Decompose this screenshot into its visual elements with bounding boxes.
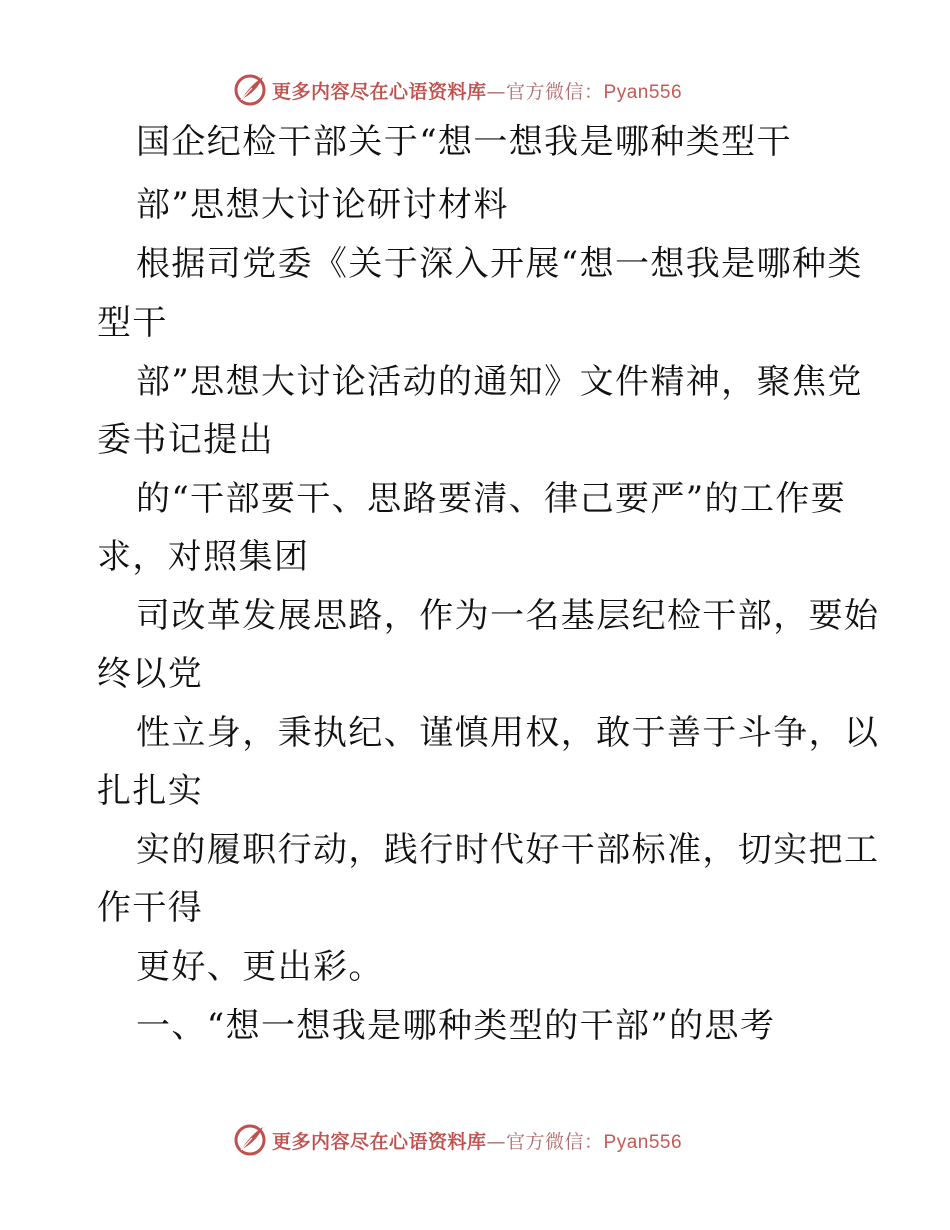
paragraph-line: 求，对照集团 <box>97 537 310 577</box>
paragraph-line: 的“干部要干、思路要清、律己要严”的工作要 <box>136 479 847 519</box>
header-watermark <box>232 72 682 108</box>
feather-pen-logo-icon <box>232 1122 268 1158</box>
document-title-line-2: 部”思想大讨论研讨材料 <box>136 185 509 225</box>
paragraph-line: 终以党 <box>97 654 204 694</box>
watermark-text <box>272 1127 682 1154</box>
watermark-handle: Pyan556 <box>603 81 683 103</box>
document-title-line-1: 国企纪检干部关于“想一想我是哪种类型干 <box>136 122 792 162</box>
watermark-handle: Pyan556 <box>603 1131 683 1153</box>
paragraph-line: 更好、更出彩。 <box>136 947 384 987</box>
footer-watermark <box>232 1122 682 1158</box>
paragraph-line: 司改革发展思路，作为一名基层纪检干部，要始 <box>136 596 880 636</box>
paragraph-line: 部”思想大讨论活动的通知》文件精神，聚焦党 <box>136 362 863 402</box>
paragraph-line: 性立身，秉执纪、谨慎用权，敢于善于斗争，以 <box>136 713 880 753</box>
feather-pen-logo-icon <box>232 72 268 108</box>
watermark-separator: — <box>486 1130 507 1153</box>
section-heading: 一、“想一想我是哪种类型的干部”的思考 <box>136 1006 776 1046</box>
watermark-lead: 更多内容尽在心语资料库 <box>272 80 487 103</box>
watermark-separator: — <box>486 80 507 103</box>
paragraph-line: 委书记提出 <box>97 420 274 460</box>
paragraph-line: 实的履职行动，践行时代好干部标准，切实把工 <box>136 830 880 870</box>
paragraph-line: 型干 <box>97 303 168 343</box>
watermark-lead: 更多内容尽在心语资料库 <box>272 1130 487 1153</box>
paragraph-line: 作干得 <box>97 888 204 928</box>
paragraph-line: 根据司党委《关于深入开展“想一想我是哪种类 <box>136 244 863 284</box>
paragraph-line: 扎扎实 <box>97 771 204 811</box>
watermark-text <box>272 77 682 104</box>
watermark-wechat-label: 官方微信： <box>506 80 604 103</box>
watermark-wechat-label: 官方微信： <box>506 1130 604 1153</box>
